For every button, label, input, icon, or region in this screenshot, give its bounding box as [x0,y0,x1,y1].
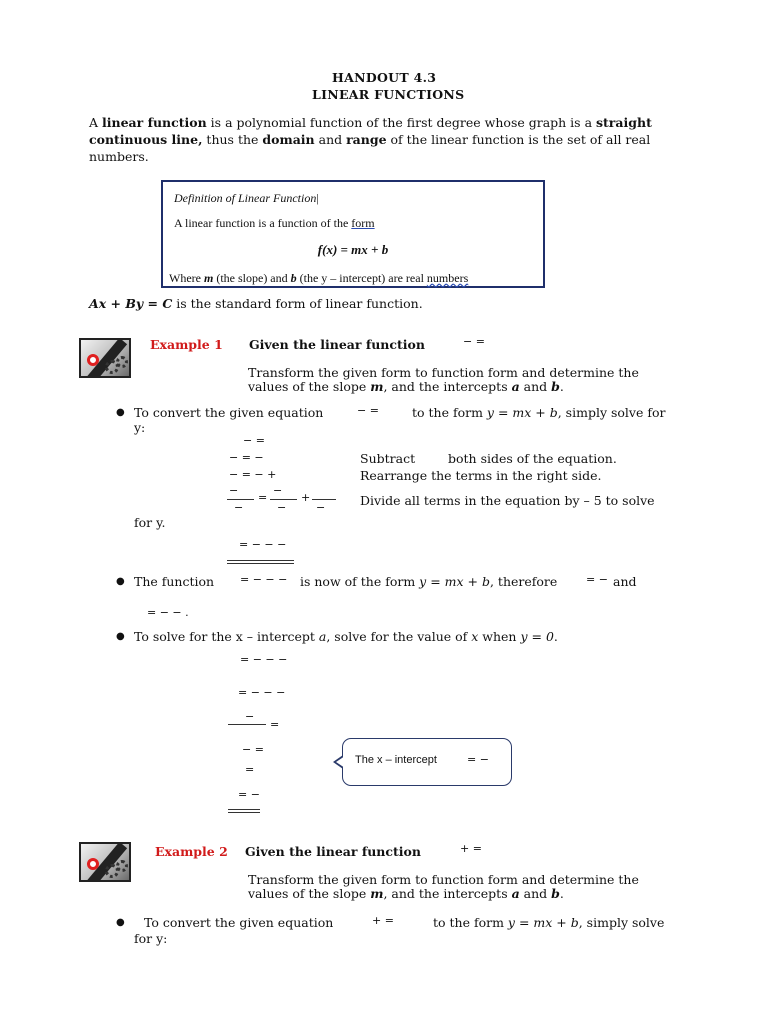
callout-text: The x – intercept [355,754,437,766]
bullet-dot: ● [116,407,125,418]
handout-number: HANDOUT 4.3 [332,70,437,85]
bullet-dot: ● [116,631,125,642]
step-2: − = − + [229,468,277,481]
example-1-instruction-line2: values of the slope m, and the intercepts a and b. [248,379,564,394]
example-2-label: Example 2 [155,844,228,859]
step-3-numerator-1: − [229,484,239,497]
x-intercept-step-2: = − − − [238,686,286,699]
tools-gear-icon [79,338,131,378]
example-1-bullet-1-form: to the form y = mx + b, simply solve for [412,405,666,420]
double-underline [227,560,294,564]
tools-gear-icon [79,842,131,882]
step-3-denominator-1: − [234,501,244,514]
example-1-bullet-2-form: is now of the form y = mx + b, therefore [300,574,558,589]
double-underline [228,809,260,813]
example-1-bullet-1: To convert the given equation [134,405,324,420]
definition-heading: Definition of Linear Function| [174,191,319,205]
example-1-bullet-3: To solve for the x – intercept a, solve for the value of x when y = 0. [134,629,558,644]
step-3-plus: + [301,491,311,504]
y-intercept-value: = − − . [147,606,189,619]
linear-function-formula: f(x) = mx + b [317,242,389,257]
step-1: − = − [229,451,264,464]
x-intercept-result: = − [238,788,260,801]
bullet-dot: ● [116,576,125,587]
fraction-bar [270,499,297,500]
example-2-bullet-1-form: to the form y = mx + b, simply solve [433,915,665,930]
x-intercept-step-1: = − − − [240,653,288,666]
step-1-note-a: Subtract [360,451,416,466]
step-3-numerator-2: − [273,484,283,497]
fraction-bar [312,499,336,500]
example-1-bullet-2-and: and [613,574,637,589]
step-3-denominator-3: − [316,501,326,514]
fraction-bar [228,724,266,725]
step-1-note-b: both sides of the equation. [448,451,617,466]
page-title: LINEAR FUNCTIONS [312,87,465,102]
step-3-note: Divide all terms in the equation by – 5 to solve [360,493,655,508]
intro-paragraph: A linear function is a polynomial function of the first degree whose graph is a straight continuous line, thus the domain and range of the linear function is the set of all real numbers. [89,115,652,164]
x-intercept-step-4: − = [242,743,264,756]
x-intercept-step-3-eq: = [270,718,280,731]
definition-where-line: Where m (the slope) and b (the y – intercept) are real numbers [169,271,469,285]
step-0: − = [243,434,265,447]
step-3-denominator-2: − [277,501,287,514]
definition-box [161,180,545,288]
example-1-bullet-1-equation: − = [357,404,379,417]
example-2-heading: Given the linear function [245,844,421,859]
example-2-bullet-1-cont: for y: [134,931,168,946]
step-2-note: Rearrange the terms in the right side. [360,468,602,483]
callout-tail-inner [336,756,345,768]
example-2-instruction-line1: Transform the given form to function form and determine the [248,872,639,887]
step-3-note-cont: for y. [134,515,166,530]
step-3-equals: = [258,491,268,504]
example-1-bullet-2-equation: = − − − [240,573,288,586]
example-1-instruction-line1: Transform the given form to function form and determine the [248,365,639,380]
example-1-bullet-2: The function [134,574,215,589]
example-2-equation: + = [460,842,482,855]
example-1-bullet-1-cont: y: [134,420,146,435]
x-intercept-step-3-num: − [245,710,255,723]
standard-form-line: Ax + By = C is the standard form of linear function. [89,296,423,311]
example-1-label: Example 1 [150,337,223,352]
step-4-result: = − − − [239,538,287,551]
slope-value: = − [586,573,608,586]
example-1-heading: Given the linear function [249,337,425,352]
example-1-equation: − = [463,335,485,348]
example-2-bullet-1: To convert the given equation [144,915,334,930]
x-intercept-step-5: = [245,763,255,776]
example-2-bullet-1-equation: + = [372,914,394,927]
definition-line: A linear function is a function of the form [174,216,375,230]
x-intercept-callout [342,738,512,786]
bullet-dot: ● [116,917,125,928]
callout-value: = − [467,753,489,766]
fraction-bar [227,499,254,500]
example-2-instruction-line2: values of the slope m, and the intercepts a and b. [248,886,564,901]
